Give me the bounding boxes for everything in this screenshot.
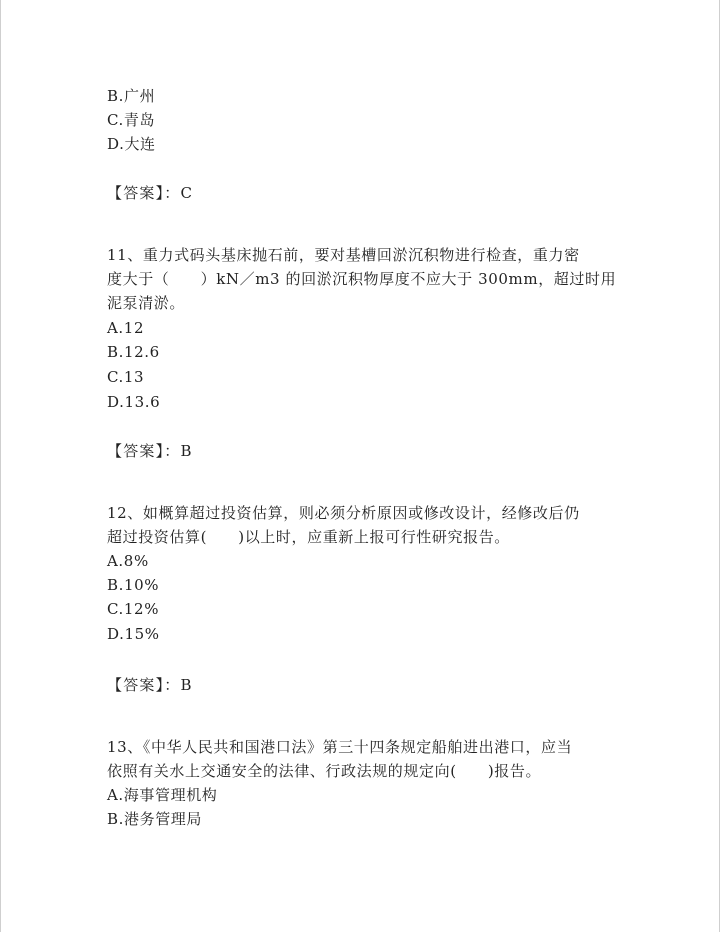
q10-answer: 【答案】：C	[107, 184, 194, 202]
q13-option-b: B.港务管理局	[107, 810, 202, 828]
q12-option-b: B.10%	[107, 576, 160, 594]
q12-option-c: C.12%	[107, 600, 160, 618]
q11-option-b: B.12.6	[107, 343, 160, 361]
q13-stem-line-2: 依照有关水上交通安全的法律、行政法规的规定向( )报告。	[107, 762, 542, 780]
q11-option-c: C.13	[107, 368, 145, 386]
q10-option-b: B.广州	[107, 87, 156, 105]
q13-stem-line-1: 13、《中华人民共和国港口法》第三十四条规定船舶进出港口，应当	[107, 738, 573, 756]
q12-option-d: D.15%	[107, 625, 160, 643]
q11-stem-line-1: 11、重力式码头基床抛石前，要对基槽回淤沉积物进行检查，重力密	[107, 246, 580, 264]
q11-stem-line-3: 泥泵清淤。	[107, 294, 186, 312]
q12-stem-line-2: 超过投资估算( )以上时，应重新上报可行性研究报告。	[107, 528, 510, 546]
q12-stem-line-1: 12、如概算超过投资估算，则必须分析原因或修改设计，经修改后仍	[107, 504, 580, 522]
q11-answer: 【答案】：B	[107, 442, 193, 460]
q11-option-d: D.13.6	[107, 393, 161, 411]
q12-answer: 【答案】：B	[107, 676, 193, 694]
q11-option-a: A.12	[107, 319, 145, 337]
q10-option-c: C.青岛	[107, 111, 156, 129]
q10-option-d: D.大连	[107, 135, 156, 153]
q12-option-a: A.8%	[107, 552, 149, 570]
q11-stem-line-2: 度大于（ ）kN／m3 的回淤沉积物厚度不应大于 300mm，超过时用	[107, 270, 617, 288]
q13-option-a: A.海事管理机构	[107, 786, 218, 804]
